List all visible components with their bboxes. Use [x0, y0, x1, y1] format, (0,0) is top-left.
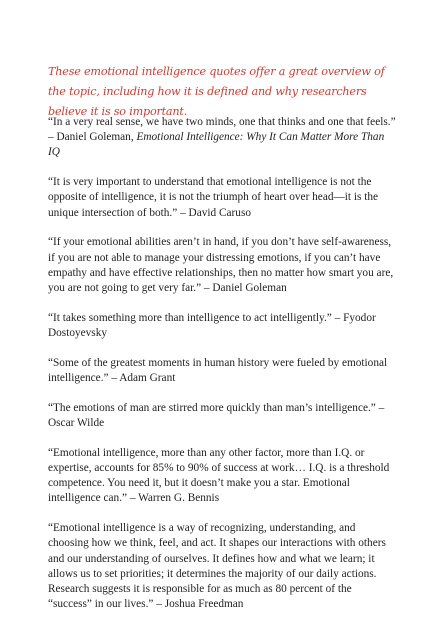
quote-wilde: “The emotions of man are stirred more quickly than man’s intelligence.” – Oscar Wilde [48, 401, 385, 430]
quote-grant: “Some of the greatest moments in human history were fueled by emotional intelligence.” – Adam Grant [48, 356, 388, 385]
quote-list [48, 115, 398, 627]
quote-caruso: “It is very important to understand that emotional intelligence is not the opposite of intelligence, it is not the triumph of heart over head—it is the unique intersection of both.” – David Caruso [48, 176, 379, 219]
quote-bennis: “Emotional intelligence, more than any other factor, more than I.Q. or expertise, accounts for 85% to 90% of success at work… I.Q. is a threshold competence. You need it, but it doesn’t make you a star. Emotional intelligence can.” – Warren G. Bennis [48, 446, 390, 505]
quote-text: “In a very real sense, we have two minds, one that thinks and one that feels.” – Daniel Goleman, [48, 116, 396, 144]
quote-source-title: Emotional Intelligence: Why It Can Matter More Than IQ [48, 131, 385, 159]
quote-freedman: “Emotional intelligence is a way of recognizing, understanding, and choosing how we think, feel, and act. It shapes our interactions with others and our understanding of ourselves. It defines how and what we learn; it allows us to set priorities; it determines the majority of our daily actions. Research suggests it is responsible for as much as 80 percent of the “success” in our lives.” – Joshua Freedman [48, 522, 386, 611]
intro-text: These emotional intelligence quotes offer a great overview of the topic, including how it is defined and why researchers believe it is so important. [48, 65, 385, 118]
quote-goleman-abilities: “If your emotional abilities aren’t in hand, if you don’t have self-awareness, if you are not able to manage your distressing emotions, if you can’t have empathy and have effective relationships, then no matter how smart you are, you are not going to get very far.” – Daniel Goleman [48, 236, 394, 295]
quote-goleman-two-minds [48, 115, 398, 161]
quote-dostoyevsky: “It takes something more than intelligence to act intelligently.” – Fyodor Dostoyevsky [48, 311, 376, 340]
